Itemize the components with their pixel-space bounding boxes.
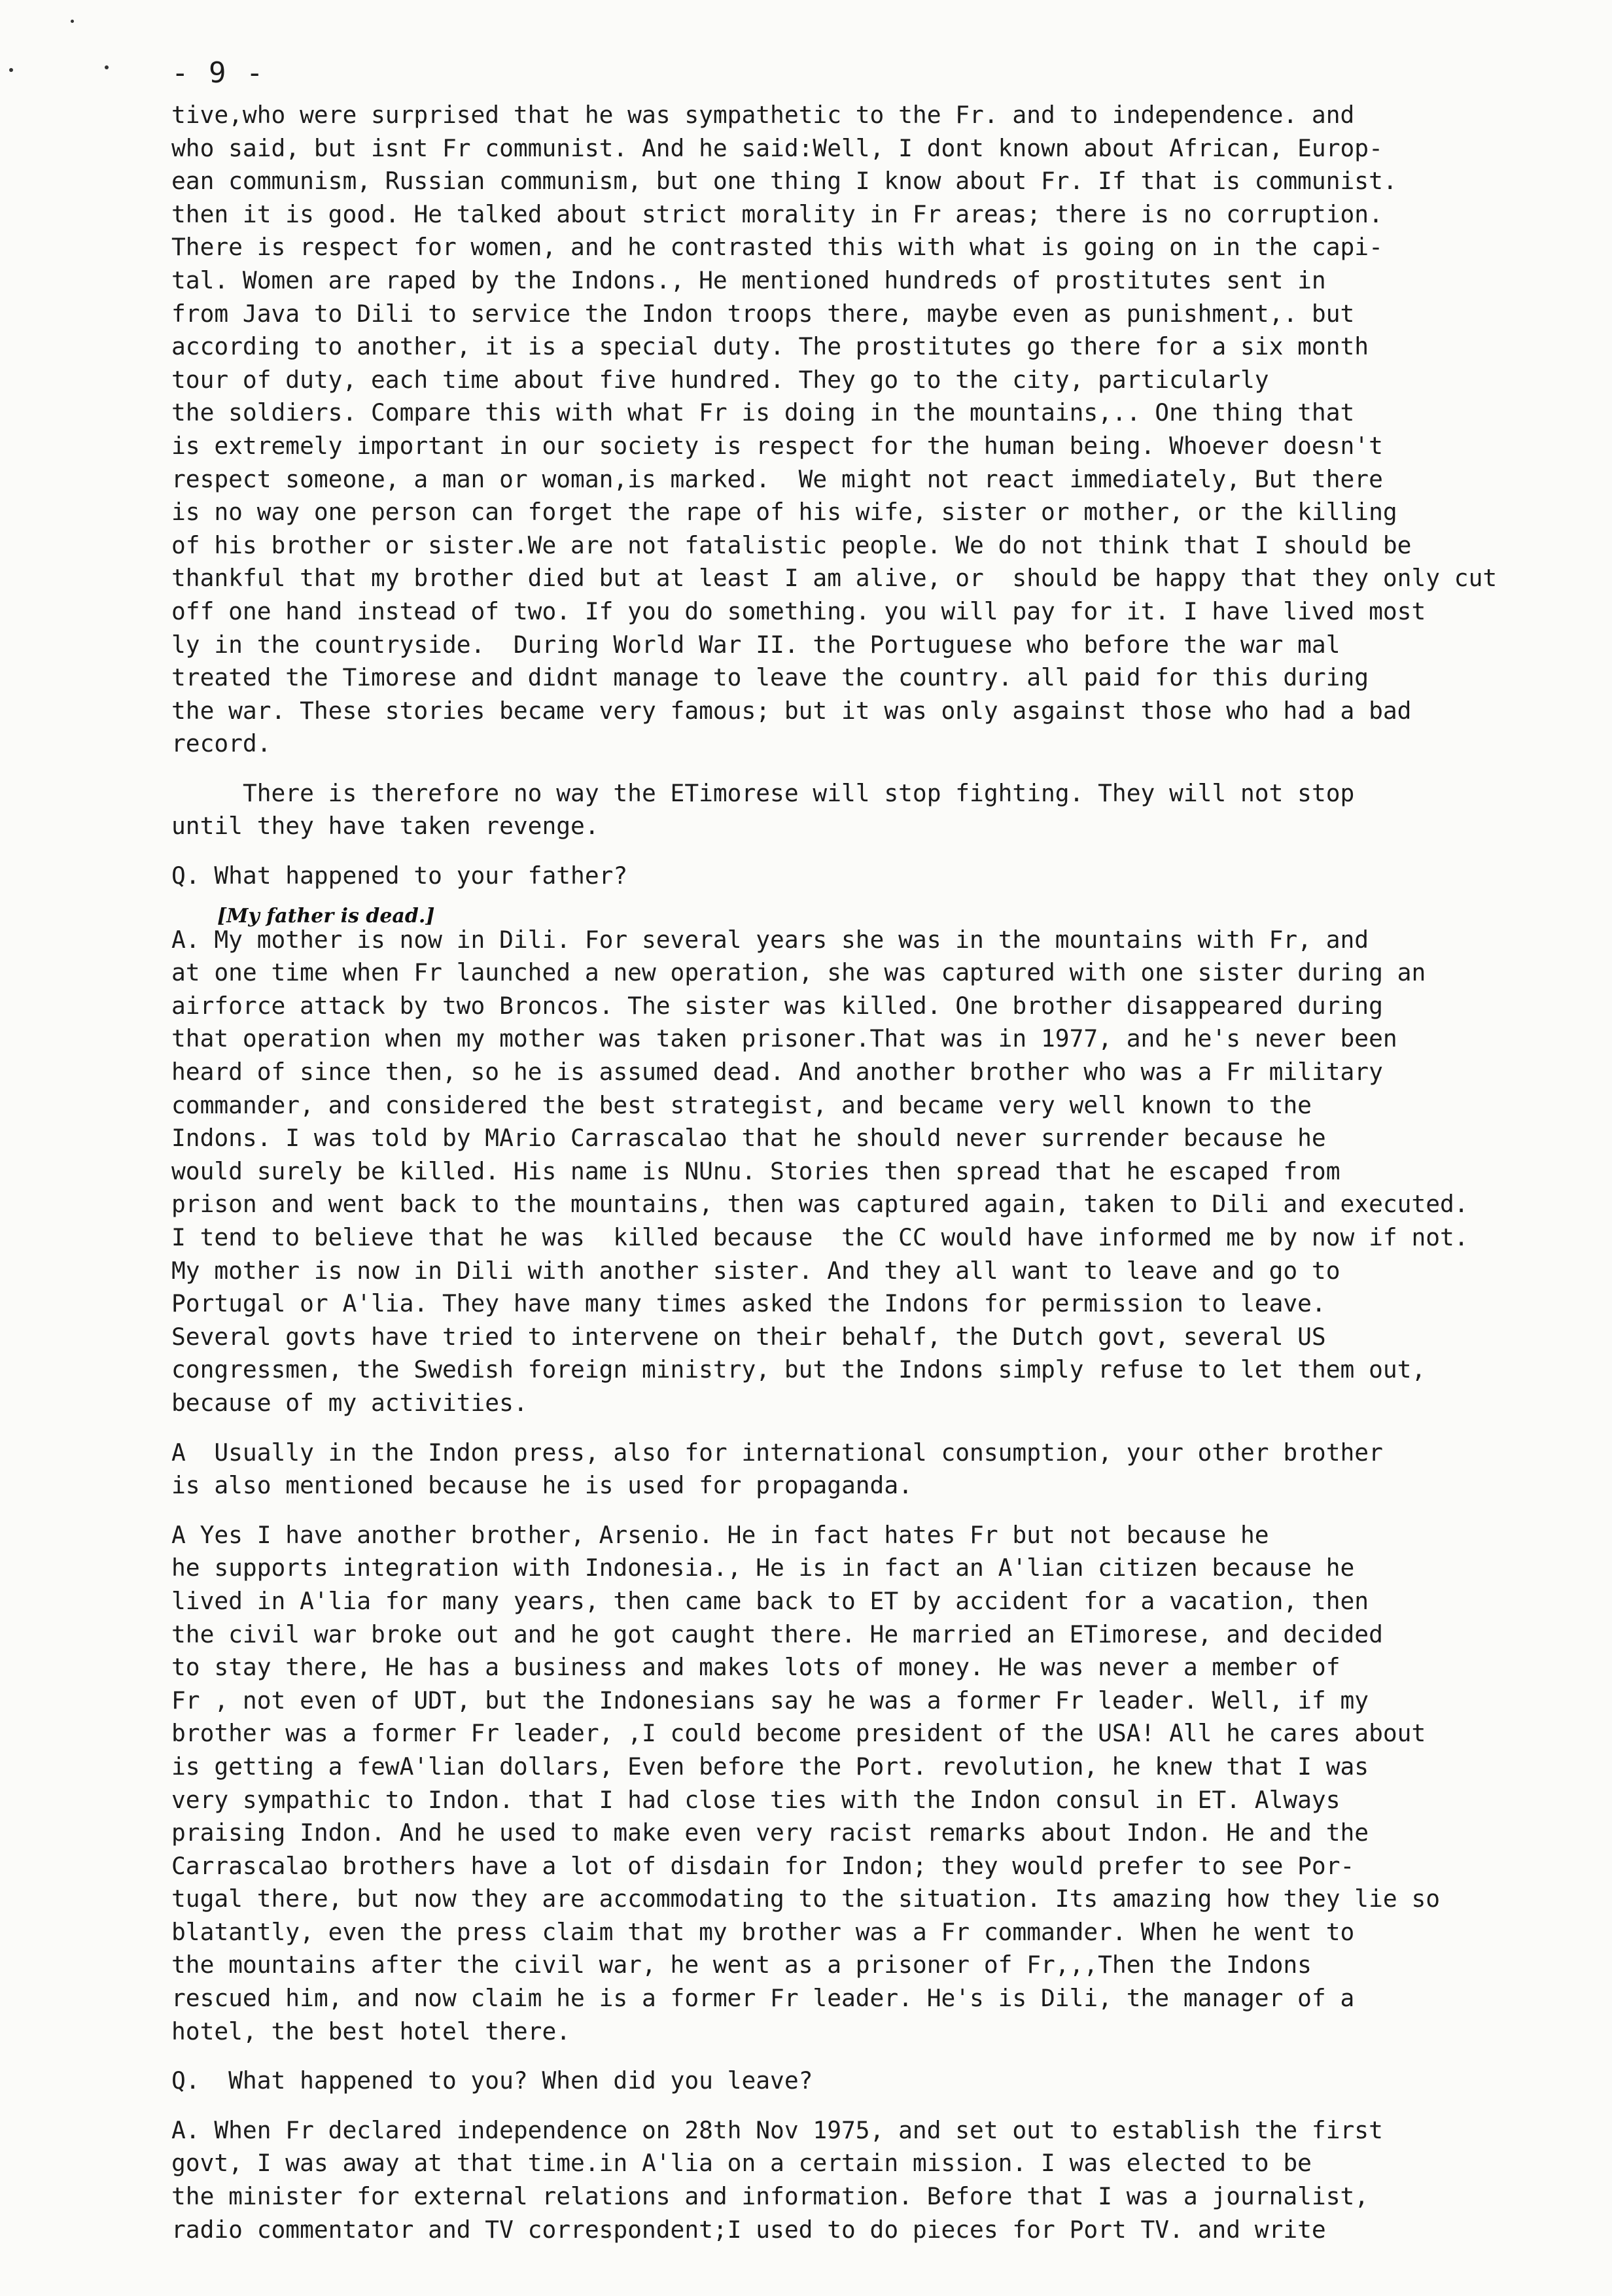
- document-page: [171, 56, 1571, 2263]
- paragraph-indon-press: A Usually in the Indon press, also for international consumption, your other brother is also mentioned because he is used for propaganda.: [171, 1438, 1383, 1500]
- scan-speck: [9, 68, 13, 72]
- paragraph-1: tive,who were surprised that he was sympathetic to the Fr. and to independence. and who said, but isnt Fr communist. And he said:Well, I dont known about African, Europ- ean communism, Russian communism, but one thing I know about Fr. If that is communist. then it is good. He talked about strict morality in Fr areas; there is no corruption. There is respect for women, and he contrasted this with what is going on in the capi- tal. Women are raped by the Indons., He mentioned hundreds of prostitutes sent in from Java to Dili to service the Indon troops there, maybe even as punishment,. but according to another, it is a special duty. The prostitutes go there for a six month tour of duty, each time about five hundred. They go to the city, particularly the soldiers. Compare this with what Fr is doing in the mountains,.. One thing that is extremely important in our society is respect for the human being. Whoever doesn't respect someone, a man or woman,is marked. We might not react immediately, But there is no way one person can forget the rape of his wife, sister or mother, or the killing of his brother or sister.We are not fatalistic people. We do not think that I should be thankful that my brother died but at least I am alive, or should be happy that they only cut off one hand instead of two. If you do something. you will pay for it. I have lived most ly in the countryside. During World War II. the Portuguese who before the war mal treated the Timorese and didnt manage to leave the country. all paid for this during the war. These stories became very famous; but it was only asgainst those who had a bad record.: [171, 101, 1498, 758]
- answer-leave: A. When Fr declared independence on 28th Nov 1975, and set out to establish the first govt, I was away at that time.in A'lia on a certain mission. I was elected to be the minister for external relations and information. Before that I was a journalist, radio commentator and TV correspondent;I used to do pieces for Port TV. and write: [171, 2115, 1383, 2244]
- question-father: Q. What happened to your father?: [171, 861, 628, 890]
- scan-speck: [71, 20, 74, 23]
- answer-arsenio: A Yes I have another brother, Arsenio. He in fact hates Fr but not because he he supports integration with Indonesia., He is in fact an A'lian citizen because he lived in A'lia for many years, then came back to ET by accident for a vacation, then the civil war broke out and he got caught there. He married an ETimorese, and decided to stay there, He has a business and makes lots of money. He was never a member of Fr , not even of UDT, but the Indonesians say he was a former Fr leader. Well, if my brother was a former Fr leader, ,I could become president of the USA! All he cares about is getting a fewA'lian dollars, Even before the Port. revolution, he knew that I was very sympathic to Indon. that I had close ties with the Indon consul in ET. Always praising Indon. And he used to make even very racist remarks about Indon. He and the Carrascalao brothers have a lot of disdain for Indon; they would prefer to see Por- tugal there, but now they are accommodating to the situation. Its amazing how they lie so blatantly, even the press claim that my brother was a Fr commander. When he went to the mountains after the civil war, he went as a prisoner of Fr,,,Then the Indons rescued him, and now claim he is a former Fr leader. He's is Dili, the manager of a hotel, the best hotel there.: [171, 1520, 1441, 2045]
- scan-speck: [105, 65, 109, 69]
- page-number: - 9 -: [171, 56, 265, 90]
- paragraph-2: There is therefore no way the ETimorese will stop fighting. They will not stop until they have taken revenge.: [171, 778, 1355, 841]
- answer-mother: A. My mother is now in Dili. For several years she was in the mountains with Fr, and at one time when Fr launched a new operation, she was captured with one sister during an airforce attack by two Broncos. The sister was killed. One brother disappeared during that operation when my mother was taken prisoner.That was in 1977, and he's never been heard of since then, so he is assumed dead. And another brother who was a Fr military commander, and considered the best strategist, and became very well known to the Indons. I was told by MArio Carrascalao that he should never surrender because he would surely be killed. His name is NUnu. Stories then spread that he escaped from prison and went back to the mountains, then was captured again, taken to Dili and executed. I tend to believe that he was killed because the CC would have informed me by now if not. My mother is now in Dili with another sister. And they all want to leave and go to Portugal or A'lia. They have many times asked the Indons for permission to leave. Several govts have tried to intervene on their behalf, the Dutch govt, several US congressmen, the Swedish foreign ministry, but the Indons simply refuse to let them out, because of my activities.: [171, 925, 1469, 1417]
- question-leave: Q. What happened to you? When did you leave?: [171, 2066, 813, 2095]
- handwritten-note: [My father is dead.]: [217, 904, 435, 928]
